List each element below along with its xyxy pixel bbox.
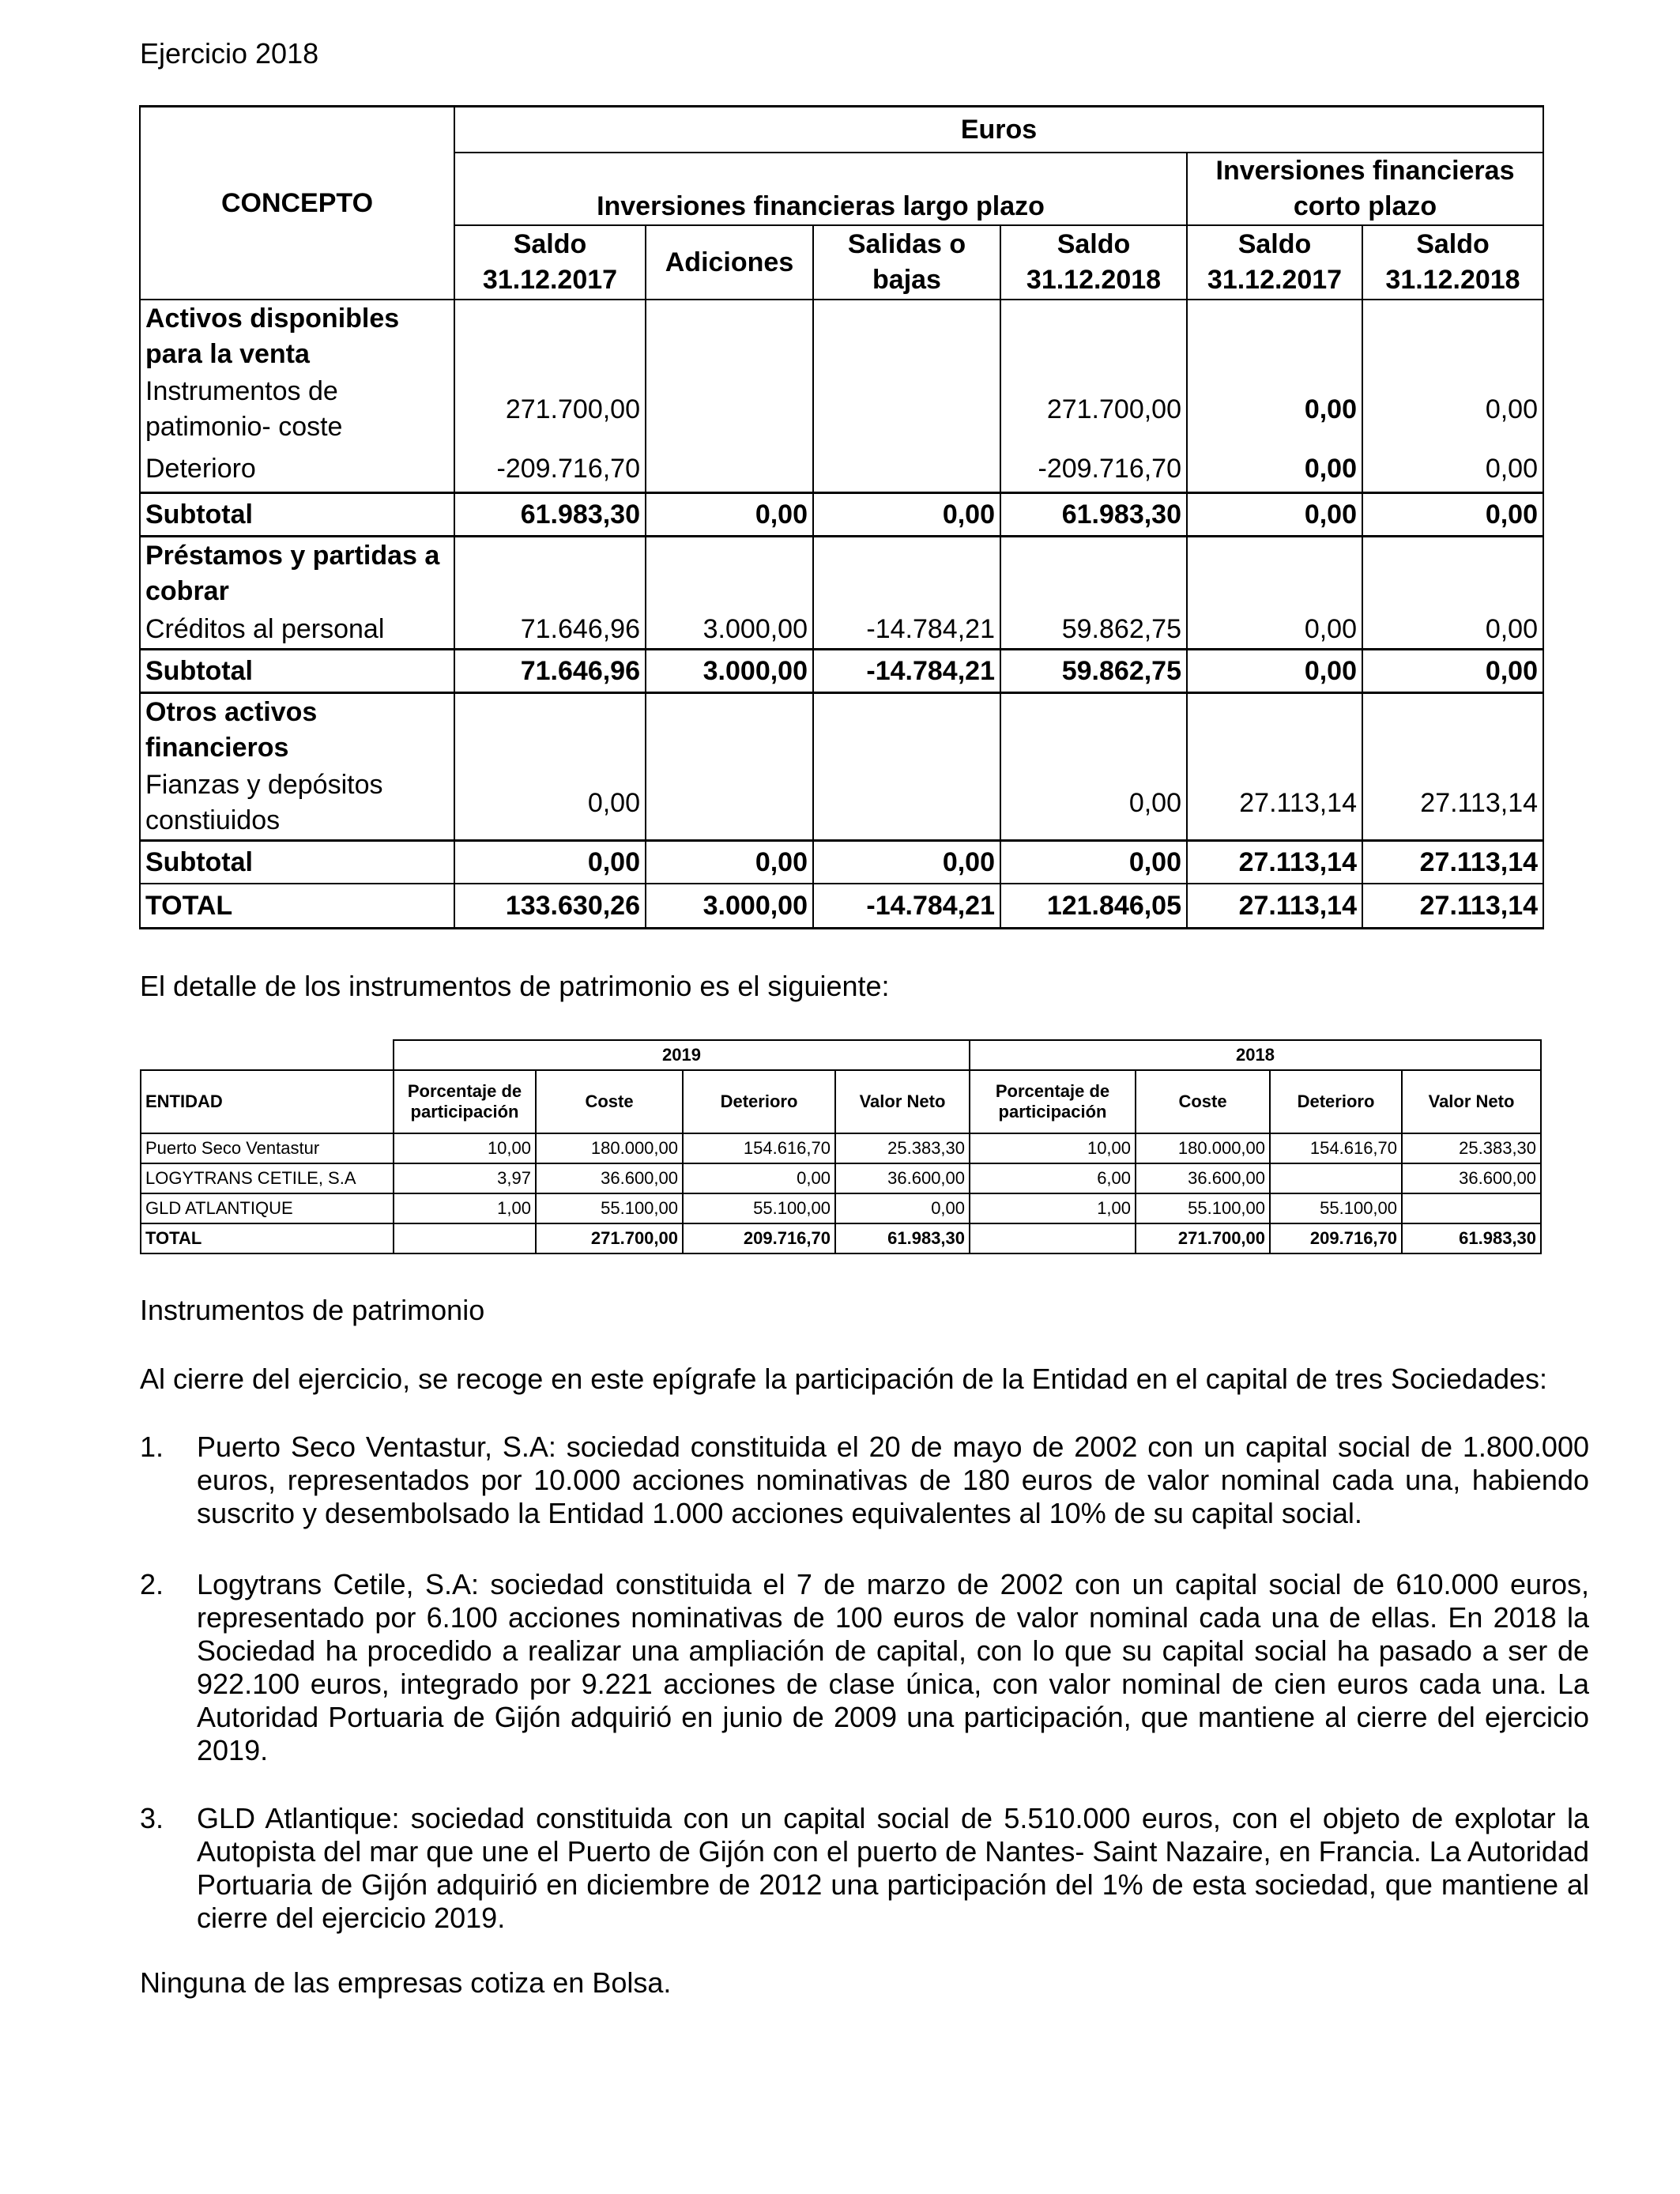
cell-value: 27.113,14 (1362, 841, 1543, 884)
saldo-label: Saldo (1237, 229, 1312, 259)
section-title-line1: Activos disponibles (145, 303, 400, 334)
page-heading: Ejercicio 2018 (140, 37, 319, 70)
saldo-label: Saldo (1057, 229, 1131, 259)
cell-value: 27.113,14 (1362, 884, 1543, 929)
cell-value: -14.784,21 (813, 884, 1000, 929)
table-row (140, 767, 1543, 841)
cell-value: 121.846,05 (1000, 884, 1187, 929)
entidad-cell: Puerto Seco Ventastur (141, 1133, 394, 1163)
header-row-euros (140, 107, 1543, 153)
cell-value: 59.862,75 (1000, 650, 1187, 693)
salidas-line2: bajas (872, 265, 941, 295)
section-title-loans (140, 537, 454, 611)
cell-value: 6,00 (970, 1163, 1136, 1193)
cell-value: -14.784,21 (813, 610, 1000, 650)
cell-value: 271.700,00 (454, 373, 646, 446)
table-row (141, 1133, 1541, 1163)
cell-value: 10,00 (394, 1133, 536, 1163)
year-2018-header: 2018 (970, 1040, 1541, 1070)
cell-value: 3.000,00 (646, 884, 813, 929)
concepto-header: CONCEPTO (140, 107, 454, 300)
cell-value: 36.600,00 (1402, 1163, 1541, 1193)
col-saldo-2018-cp (1362, 225, 1543, 300)
cell-value: 36.600,00 (835, 1163, 970, 1193)
cell-value (813, 767, 1000, 841)
section-title-row (140, 537, 1543, 611)
cell-value: -209.716,70 (1000, 446, 1187, 493)
detail-year-row (141, 1040, 1541, 1070)
cell-value (646, 767, 813, 841)
cell-value: 55.100,00 (683, 1193, 835, 1223)
cell-value: 61.983,30 (835, 1223, 970, 1253)
subtotal-label: Subtotal (140, 841, 454, 884)
cell-value: 154.616,70 (683, 1133, 835, 1163)
section-title-line1: Préstamos y partidas a (145, 541, 440, 571)
entidad-cell: GLD ATLANTIQUE (141, 1193, 394, 1223)
cell-value (813, 446, 1000, 493)
col-saldo-2017-cp (1187, 225, 1362, 300)
row-label-line1: Fianzas y depósitos (145, 770, 383, 800)
date-label: 31.12.2018 (1385, 265, 1520, 295)
cell-value: 0,00 (1362, 493, 1543, 537)
cell-value: 0,00 (1000, 767, 1187, 841)
row-label-creditos: Créditos al personal (140, 610, 454, 650)
col-valor-neto: Valor Neto (835, 1070, 970, 1133)
cell-value: 209.716,70 (1270, 1223, 1402, 1253)
section-title-row (140, 693, 1543, 767)
cell-value: 209.716,70 (683, 1223, 835, 1253)
col-adiciones: Adiciones (646, 225, 813, 300)
cell-value: 0,00 (1362, 650, 1543, 693)
cell-value: 55.100,00 (536, 1193, 683, 1223)
subtotal-label: Subtotal (140, 493, 454, 537)
cell-value (813, 373, 1000, 446)
col-porcentaje (394, 1070, 536, 1133)
row-label-line2: constiuidos (145, 805, 281, 835)
cell-value: 180.000,00 (536, 1133, 683, 1163)
cell-value: 0,00 (1187, 650, 1362, 693)
cell-value: 271.700,00 (1136, 1223, 1270, 1253)
cell-value: 27.113,14 (1187, 841, 1362, 884)
row-label-line1: Instrumentos de (145, 376, 338, 406)
cell-value: 154.616,70 (1270, 1133, 1402, 1163)
cell-value: 59.862,75 (1000, 610, 1187, 650)
col-deterioro: Deterioro (1270, 1070, 1402, 1133)
cell-value: 0,00 (454, 767, 646, 841)
cell-value: 36.600,00 (536, 1163, 683, 1193)
section-title-line2: financieros (145, 733, 289, 763)
saldo-label: Saldo (513, 229, 587, 259)
pct-line1: Porcentaje de (995, 1081, 1110, 1101)
row-label-fianzas (140, 767, 454, 841)
cell-value: 0,00 (813, 841, 1000, 884)
pct-line2: participación (410, 1102, 519, 1122)
saldo-label: Saldo (1416, 229, 1490, 259)
subtotal-row (140, 841, 1543, 884)
short-term-header (1187, 153, 1543, 225)
cell-value: 36.600,00 (1136, 1163, 1270, 1193)
table-row (141, 1163, 1541, 1193)
cell-value: 0,00 (683, 1163, 835, 1193)
investments-table (139, 105, 1544, 929)
section-title: Instrumentos de patrimonio (140, 1294, 485, 1326)
cell-value: 0,00 (1362, 373, 1543, 446)
list-number: 1. (140, 1431, 164, 1463)
col-valor-neto: Valor Neto (1402, 1070, 1541, 1133)
cell-value: 0,00 (454, 841, 646, 884)
cell-value: 27.113,14 (1362, 767, 1543, 841)
col-coste: Coste (1136, 1070, 1270, 1133)
total-row (140, 884, 1543, 929)
table-row (141, 1193, 1541, 1223)
cell-value: 71.646,96 (454, 650, 646, 693)
cell-value: 0,00 (646, 841, 813, 884)
col-saldo-2018-lp (1000, 225, 1187, 300)
col-coste: Coste (536, 1070, 683, 1133)
subtotal-row (140, 650, 1543, 693)
cell-value: 3.000,00 (646, 650, 813, 693)
cell-value: -14.784,21 (813, 650, 1000, 693)
entidad-cell: LOGYTRANS CETILE, S.A (141, 1163, 394, 1193)
cell-value: 0,00 (646, 493, 813, 537)
section-title-row (140, 300, 1543, 373)
cell-value: 10,00 (970, 1133, 1136, 1163)
section-title-other-assets (140, 693, 454, 767)
cell-value (1402, 1193, 1541, 1223)
cell-value (646, 446, 813, 493)
col-salidas (813, 225, 1000, 300)
detail-intro: El detalle de los instrumentos de patrimonio es el siguiente: (140, 970, 890, 1002)
table-row (140, 446, 1543, 493)
cell-value: 0,00 (813, 493, 1000, 537)
cell-value: -209.716,70 (454, 446, 646, 493)
col-deterioro: Deterioro (683, 1070, 835, 1133)
cell-value: 3,97 (394, 1163, 536, 1193)
total-label: TOTAL (140, 884, 454, 929)
cell-value: 25.383,30 (835, 1133, 970, 1163)
cell-value (394, 1223, 536, 1253)
cell-value: 180.000,00 (1136, 1133, 1270, 1163)
list-text: Logytrans Cetile, S.A: sociedad constituida el 7 de marzo de 2002 con un capital social de 610.000 euros, representado por 6.100 acciones nominativas de 100 euros de valor nominal cada una de ellas. En 2018 la Sociedad ha procedido a realizar una ampliación de capital, con lo que su capital social ha pasado a ser de 922.100 euros, integrado por 9.221 acciones de clase única, con valor nominal de cien euros cada una. La Autoridad Portuaria de Gijón adquirió en junio de 2009 una participación, que mantiene al cierre del ejercicio 2019. (197, 1568, 1589, 1766)
short-term-header-line2: corto plazo (1293, 191, 1437, 221)
cell-value: 25.383,30 (1402, 1133, 1541, 1163)
cell-value: 3.000,00 (646, 610, 813, 650)
pct-line1: Porcentaje de (407, 1081, 522, 1101)
list-number: 3. (140, 1802, 164, 1834)
date-label: 31.12.2017 (1207, 265, 1343, 295)
row-label-deterioro: Deterioro (140, 446, 454, 493)
col-entidad: ENTIDAD (141, 1070, 394, 1133)
entidad-cell: TOTAL (141, 1223, 394, 1253)
cell-value: 271.700,00 (1000, 373, 1187, 446)
cell-value: 71.646,96 (454, 610, 646, 650)
cell-value: 1,00 (394, 1193, 536, 1223)
cell-value (970, 1223, 1136, 1253)
cell-value: 0,00 (1187, 373, 1362, 446)
section-title-line1: Otros activos (145, 697, 318, 727)
list-text: GLD Atlantique: sociedad constituida con un capital social de 5.510.000 euros, con el objeto de explotar la Autopista del mar que une el Puerto de Gijón con el puerto de Nantes- Saint Nazaire, en Francia. La Autoridad Portuaria de Gijón adquirió en diciembre de 2012 una participación del 1% de esta sociedad, que mantiene al cierre del ejercicio 2019. (197, 1802, 1589, 1934)
col-porcentaje (970, 1070, 1136, 1133)
section-title-line2: cobrar (145, 576, 229, 606)
list-number: 2. (140, 1568, 164, 1600)
list-text: Puerto Seco Ventastur, S.A: sociedad constituida el 20 de mayo de 2002 con un capital social de 1.800.000 euros, representados por 10.000 acciones nominativas de 180 euros de valor nominal cada una, habiendo suscrito y desembolsado la Entidad 1.000 acciones equivalentes al 10% de su capital social. (197, 1431, 1589, 1529)
subtotal-row (140, 493, 1543, 537)
cell-value: 27.113,14 (1187, 884, 1362, 929)
cell-value: 55.100,00 (1270, 1193, 1402, 1223)
cell-value: 133.630,26 (454, 884, 646, 929)
date-label: 31.12.2017 (482, 265, 618, 295)
table-row (140, 610, 1543, 650)
cell-value: 0,00 (1187, 610, 1362, 650)
detail-header-row (141, 1070, 1541, 1133)
row-label-line2: patimonio- coste (145, 412, 343, 442)
intro-paragraph: Al cierre del ejercicio, se recoge en este epígrafe la participación de la Entidad en el capital de tres Sociedades: (140, 1363, 1548, 1395)
cell-value: 0,00 (1000, 841, 1187, 884)
cell-value: 61.983,30 (1402, 1223, 1541, 1253)
subtotal-label: Subtotal (140, 650, 454, 693)
cell-value: 55.100,00 (1136, 1193, 1270, 1223)
cell-value: 27.113,14 (1187, 767, 1362, 841)
salidas-line1: Salidas o (847, 229, 966, 259)
pct-line2: participación (998, 1102, 1107, 1122)
cell-value: 0,00 (1362, 610, 1543, 650)
section-title-available-for-sale (140, 300, 454, 373)
row-label-patrimonio-coste (140, 373, 454, 446)
section-title-line2: para la venta (145, 339, 310, 369)
cell-value (646, 373, 813, 446)
cell-value: 0,00 (835, 1193, 970, 1223)
col-saldo-2017-lp (454, 225, 646, 300)
cell-value: 0,00 (1362, 446, 1543, 493)
cell-value: 61.983,30 (1000, 493, 1187, 537)
closing-paragraph: Ninguna de las empresas cotiza en Bolsa. (140, 1966, 672, 1999)
cell-value: 61.983,30 (454, 493, 646, 537)
cell-value: 271.700,00 (536, 1223, 683, 1253)
total-row (141, 1223, 1541, 1253)
cell-value: 1,00 (970, 1193, 1136, 1223)
euros-header: Euros (454, 107, 1543, 153)
short-term-header-line1: Inversiones financieras (1215, 156, 1515, 186)
cell-value: 0,00 (1187, 493, 1362, 537)
cell-value: 0,00 (1187, 446, 1362, 493)
equity-detail-table (140, 1039, 1542, 1254)
long-term-header: Inversiones financieras largo plazo (454, 153, 1187, 225)
cell-value (1270, 1163, 1402, 1193)
table-row (140, 373, 1543, 446)
year-2019-header: 2019 (394, 1040, 970, 1070)
date-label: 31.12.2018 (1026, 265, 1162, 295)
